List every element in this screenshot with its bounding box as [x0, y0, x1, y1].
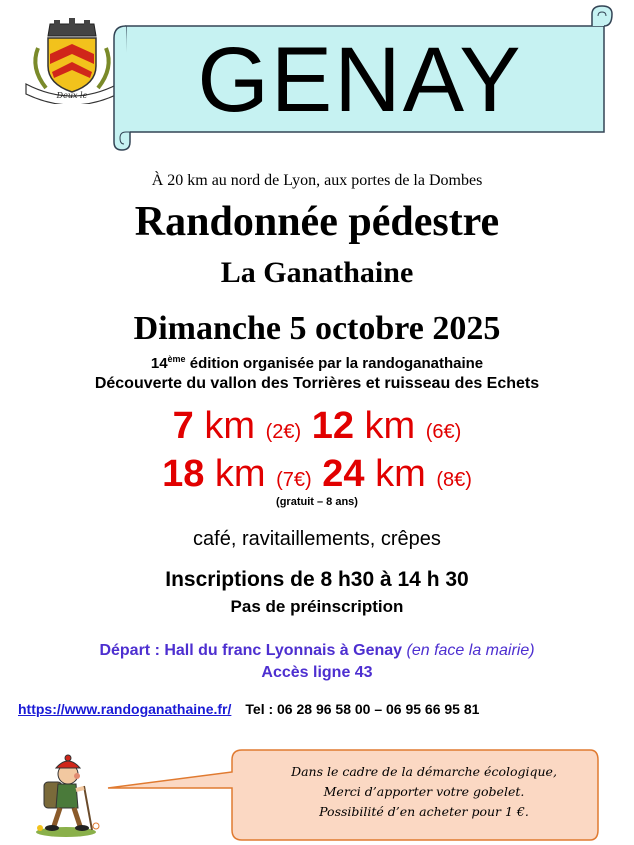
phone-numbers: Tel : 06 28 96 58 00 – 06 95 66 95 81 — [245, 701, 480, 717]
distance-row — [0, 452, 634, 502]
eco-message-line: Dans le cadre de la démarche écologique, — [291, 764, 557, 779]
eco-message-line: Merci d’apporter votre gobelet. — [323, 784, 525, 799]
inscriptions-line: Inscriptions de 8 h30 à 14 h 30 — [165, 568, 469, 591]
no-preregistration: Pas de préinscription — [230, 597, 404, 616]
departure-note: (en face la mairie) — [406, 642, 535, 659]
departure-label: Départ : Hall du franc Lyonnais à Genay — [99, 642, 403, 659]
distance-price: (8€) — [436, 469, 472, 491]
crest-motto: Deux le — [56, 91, 88, 100]
edition-text: édition organisée par la randoganathaine — [185, 355, 484, 372]
departure-line — [0, 642, 634, 660]
contact-line — [18, 701, 479, 717]
distance-value: 24 — [322, 453, 365, 495]
location-line: À 20 km au nord de Lyon, aux portes de la Dombes — [151, 172, 483, 189]
event-name: La Ganathaine — [220, 256, 414, 289]
distance-price: (7€) — [276, 469, 312, 491]
distance-value: 7 — [172, 405, 194, 447]
event-title: Randonnée pédestre — [134, 199, 500, 245]
discovery-line: Découverte du vallon des Torrières et ruisseau des Echets — [94, 375, 540, 392]
free-note: (gratuit – 8 ans) — [276, 496, 358, 508]
distance-value: 12 — [311, 405, 354, 447]
access-line: Accès ligne 43 — [261, 664, 373, 681]
website-link[interactable]: https://www.randoganathaine.fr/ — [18, 701, 232, 717]
distance-price: (2€) — [265, 421, 302, 443]
edition-line — [0, 354, 634, 372]
distance-unit: km — [204, 453, 277, 495]
distance-price: (6€) — [425, 421, 462, 443]
town-crest-icon — [20, 18, 124, 104]
distance-unit: km — [364, 453, 437, 495]
edition-suffix: ème — [167, 354, 186, 364]
event-date: Dimanche 5 octobre 2025 — [133, 310, 501, 347]
eco-message — [256, 762, 592, 822]
eco-message-line: Possibilité d’en acheter pour 1 €. — [319, 804, 529, 819]
edition-number: 14 — [150, 355, 168, 372]
distance-row — [0, 404, 634, 454]
distance-value: 18 — [162, 453, 205, 495]
services-line: café, ravitaillements, crêpes — [193, 528, 441, 550]
hiker-icon — [26, 752, 106, 838]
distance-unit: km — [353, 405, 426, 447]
distance-unit: km — [193, 405, 266, 447]
town-name: GENAY — [197, 29, 523, 131]
